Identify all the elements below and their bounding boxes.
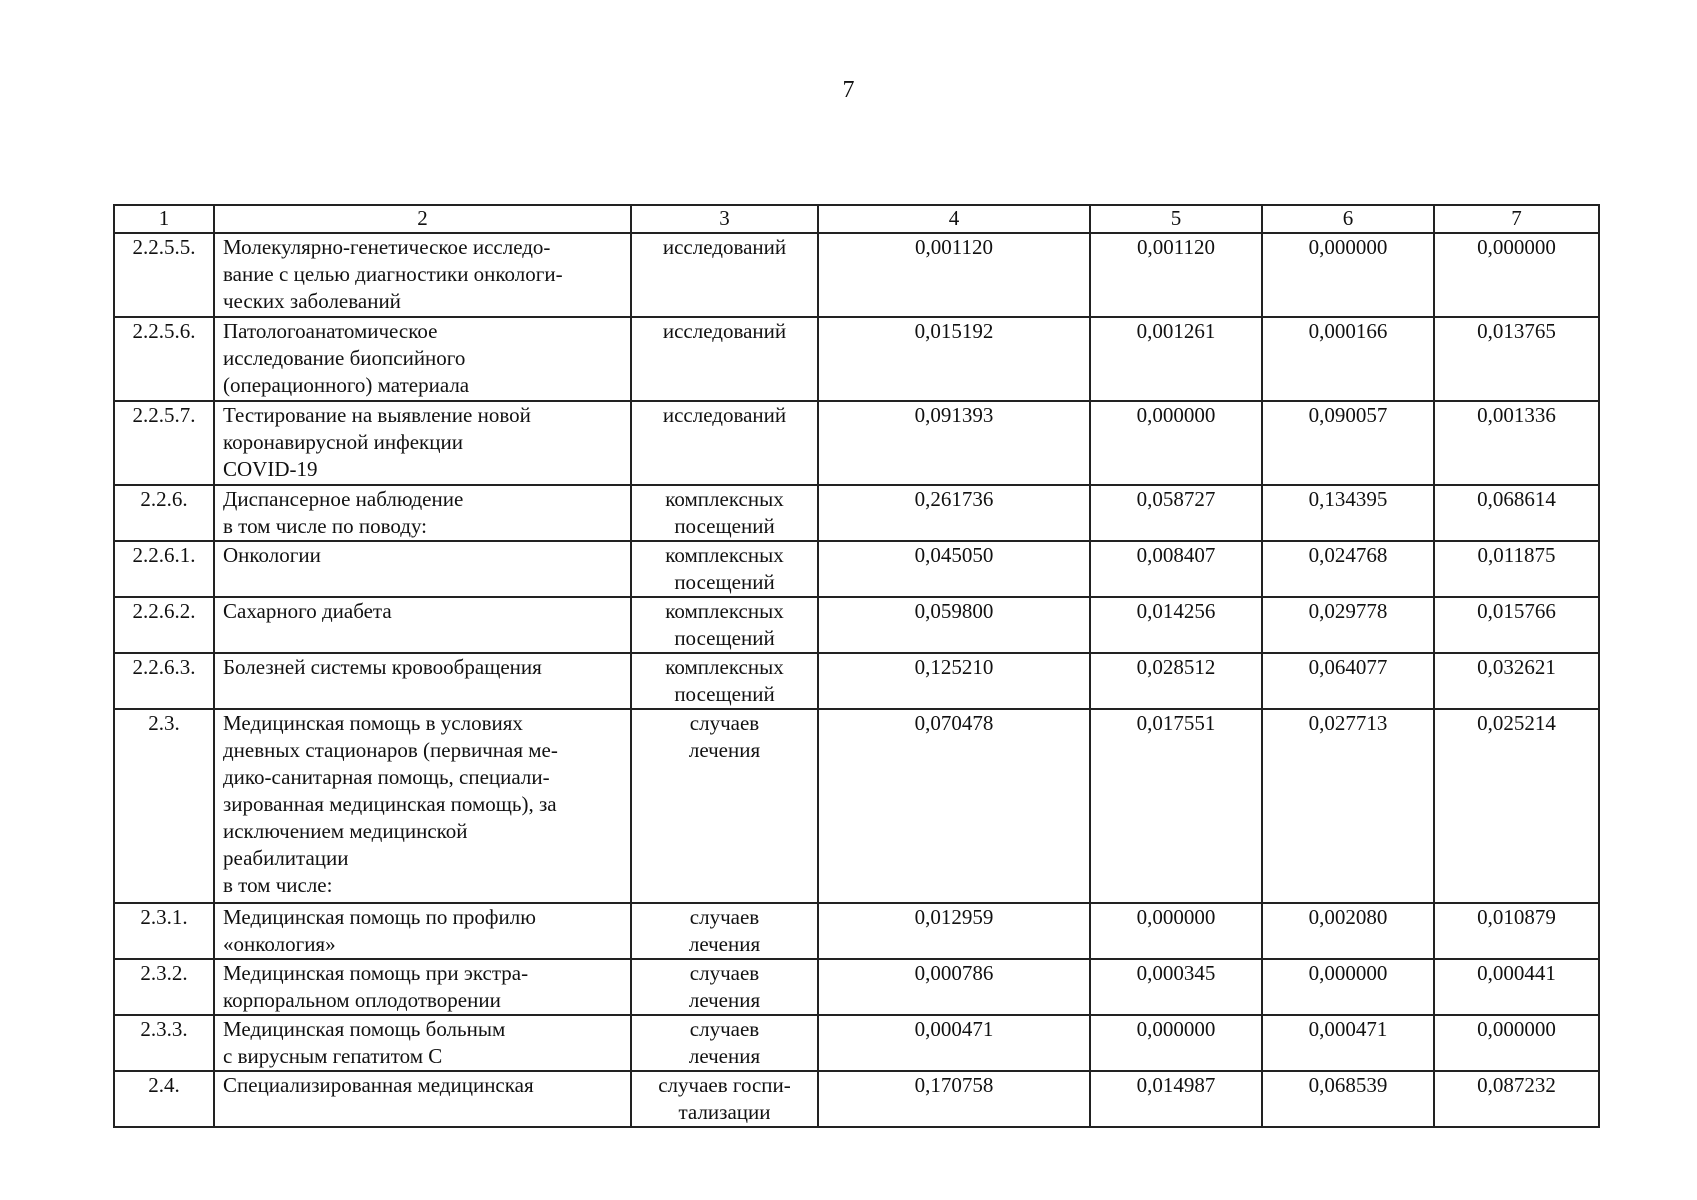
row-unit-cell: исследований xyxy=(631,233,818,317)
row-unit-cell: исследований xyxy=(631,317,818,401)
row-number-cell: 2.3.3. xyxy=(114,1015,214,1071)
row-value-col7: 0,013765 xyxy=(1434,317,1599,401)
row-value-col5: 0,000000 xyxy=(1090,903,1262,959)
row-number-cell: 2.2.5.6. xyxy=(114,317,214,401)
column-header: 3 xyxy=(631,205,818,233)
row-name-cell: Медицинская помощь больным с вирусным гепатитом С xyxy=(214,1015,631,1071)
row-value-col7: 0,000441 xyxy=(1434,959,1599,1015)
table-row xyxy=(114,541,1599,597)
table-row xyxy=(114,1015,1599,1071)
row-value-col6: 0,000166 xyxy=(1262,317,1434,401)
row-number-cell: 2.3.2. xyxy=(114,959,214,1015)
row-number-cell: 2.2.6.2. xyxy=(114,597,214,653)
row-value-col4: 0,000786 xyxy=(818,959,1090,1015)
row-name-cell: Медицинская помощь при экстра- корпоральном оплодотворении xyxy=(214,959,631,1015)
row-unit-cell: исследований xyxy=(631,401,818,485)
row-name-cell: Диспансерное наблюдение в том числе по поводу: xyxy=(214,485,631,541)
page-number: 7 xyxy=(842,77,855,103)
column-header: 1 xyxy=(114,205,214,233)
row-name-cell: Молекулярно-генетическое исследо- вание с целью диагностики онкологи- ческих заболеваний xyxy=(214,233,631,317)
row-unit-cell: случаев лечения xyxy=(631,959,818,1015)
row-value-col6: 0,068539 xyxy=(1262,1071,1434,1127)
row-value-col4: 0,001120 xyxy=(818,233,1090,317)
table-row xyxy=(114,401,1599,485)
row-unit-cell: случаев лечения xyxy=(631,709,818,903)
row-value-col4: 0,125210 xyxy=(818,653,1090,709)
row-unit-cell: комплексных посещений xyxy=(631,597,818,653)
row-value-col7: 0,032621 xyxy=(1434,653,1599,709)
row-name-cell: Онкологии xyxy=(214,541,631,597)
row-name-cell: Медицинская помощь по профилю «онкология» xyxy=(214,903,631,959)
header-row xyxy=(114,205,1599,233)
row-name-cell: Специализированная медицинская xyxy=(214,1071,631,1127)
table-row xyxy=(114,1071,1599,1127)
row-number-cell: 2.2.6.3. xyxy=(114,653,214,709)
table-row xyxy=(114,709,1599,903)
row-number-cell: 2.4. xyxy=(114,1071,214,1127)
row-unit-cell: комплексных посещений xyxy=(631,485,818,541)
row-value-col7: 0,087232 xyxy=(1434,1071,1599,1127)
row-value-col4: 0,091393 xyxy=(818,401,1090,485)
row-value-col5: 0,000345 xyxy=(1090,959,1262,1015)
table-row xyxy=(114,485,1599,541)
row-unit-cell: случаев лечения xyxy=(631,903,818,959)
row-value-col7: 0,000000 xyxy=(1434,233,1599,317)
row-unit-cell: случаев лечения xyxy=(631,1015,818,1071)
column-header: 7 xyxy=(1434,205,1599,233)
table-row xyxy=(114,959,1599,1015)
row-value-col6: 0,029778 xyxy=(1262,597,1434,653)
row-value-col7: 0,000000 xyxy=(1434,1015,1599,1071)
row-value-col6: 0,024768 xyxy=(1262,541,1434,597)
row-value-col4: 0,170758 xyxy=(818,1071,1090,1127)
row-value-col4: 0,261736 xyxy=(818,485,1090,541)
row-value-col7: 0,015766 xyxy=(1434,597,1599,653)
row-value-col5: 0,017551 xyxy=(1090,709,1262,903)
row-unit-cell: комплексных посещений xyxy=(631,653,818,709)
row-value-col6: 0,000000 xyxy=(1262,959,1434,1015)
row-value-col5: 0,000000 xyxy=(1090,1015,1262,1071)
row-value-col6: 0,000000 xyxy=(1262,233,1434,317)
row-value-col7: 0,001336 xyxy=(1434,401,1599,485)
row-value-col5: 0,000000 xyxy=(1090,401,1262,485)
row-name-cell: Сахарного диабета xyxy=(214,597,631,653)
row-value-col4: 0,000471 xyxy=(818,1015,1090,1071)
row-value-col6: 0,002080 xyxy=(1262,903,1434,959)
row-number-cell: 2.2.6. xyxy=(114,485,214,541)
row-name-cell: Медицинская помощь в условиях дневных стационаров (первичная ме- дико-санитарная помощь, специали- зированная медицинская помощь), за исключением медицинской реабилитации в том числе: xyxy=(214,709,631,903)
row-value-col5: 0,001261 xyxy=(1090,317,1262,401)
table-row xyxy=(114,317,1599,401)
row-number-cell: 2.2.6.1. xyxy=(114,541,214,597)
column-header: 2 xyxy=(214,205,631,233)
row-value-col7: 0,025214 xyxy=(1434,709,1599,903)
row-number-cell: 2.2.5.7. xyxy=(114,401,214,485)
row-value-col7: 0,011875 xyxy=(1434,541,1599,597)
row-value-col4: 0,015192 xyxy=(818,317,1090,401)
column-header: 4 xyxy=(818,205,1090,233)
row-unit-cell: комплексных посещений xyxy=(631,541,818,597)
table-row xyxy=(114,653,1599,709)
row-value-col6: 0,090057 xyxy=(1262,401,1434,485)
row-value-col5: 0,058727 xyxy=(1090,485,1262,541)
row-value-col5: 0,014256 xyxy=(1090,597,1262,653)
row-value-col6: 0,027713 xyxy=(1262,709,1434,903)
row-value-col4: 0,045050 xyxy=(818,541,1090,597)
row-value-col5: 0,001120 xyxy=(1090,233,1262,317)
row-number-cell: 2.3.1. xyxy=(114,903,214,959)
column-header: 5 xyxy=(1090,205,1262,233)
row-value-col6: 0,134395 xyxy=(1262,485,1434,541)
row-number-cell: 2.2.5.5. xyxy=(114,233,214,317)
table-row xyxy=(114,233,1599,317)
column-header: 6 xyxy=(1262,205,1434,233)
row-name-cell: Патологоанатомическое исследование биопсийного (операционного) материала xyxy=(214,317,631,401)
row-value-col5: 0,008407 xyxy=(1090,541,1262,597)
row-value-col6: 0,000471 xyxy=(1262,1015,1434,1071)
row-unit-cell: случаев госпи- тализации xyxy=(631,1071,818,1127)
table-row xyxy=(114,903,1599,959)
row-value-col5: 0,028512 xyxy=(1090,653,1262,709)
row-value-col4: 0,012959 xyxy=(818,903,1090,959)
row-name-cell: Болезней системы кровообращения xyxy=(214,653,631,709)
row-value-col4: 0,059800 xyxy=(818,597,1090,653)
row-name-cell: Тестирование на выявление новой коронавирусной инфекции COVID-19 xyxy=(214,401,631,485)
row-number-cell: 2.3. xyxy=(114,709,214,903)
row-value-col4: 0,070478 xyxy=(818,709,1090,903)
table-row xyxy=(114,597,1599,653)
row-value-col5: 0,014987 xyxy=(1090,1071,1262,1127)
row-value-col7: 0,068614 xyxy=(1434,485,1599,541)
data-table xyxy=(113,204,1600,1128)
table-body xyxy=(114,233,1599,1127)
row-value-col6: 0,064077 xyxy=(1262,653,1434,709)
row-value-col7: 0,010879 xyxy=(1434,903,1599,959)
